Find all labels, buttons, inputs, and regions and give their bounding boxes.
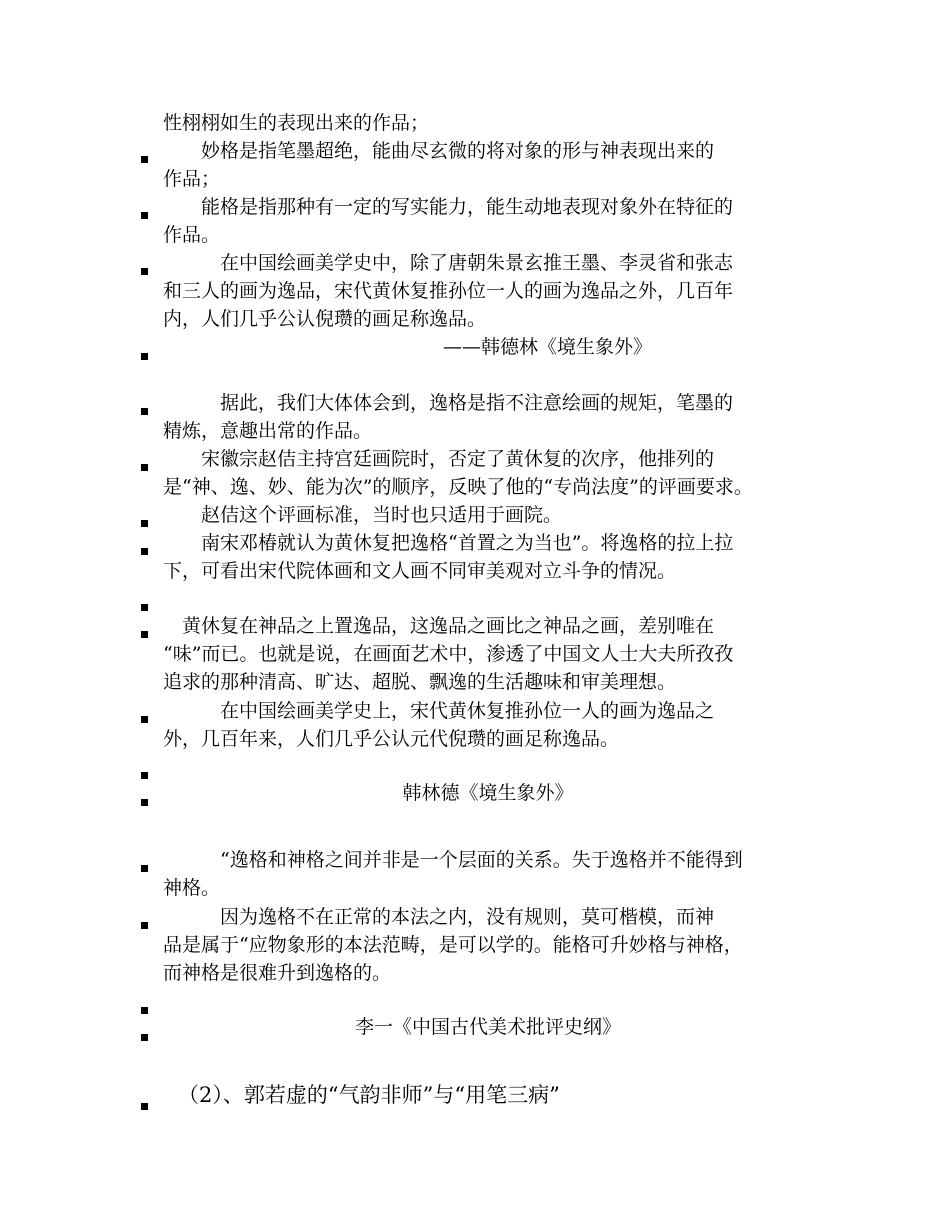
text-line: 妙格是指笔墨超绝，能曲尽玄微的将对象的形与神表现出来的 — [163, 140, 715, 162]
text-line: 和三人的画为逸品，宋代黄休复推孙位一人的画为逸品之外，几百年 — [163, 280, 734, 302]
text-line: 赵佶这个评画标准，当时也只适用于画院。 — [163, 504, 563, 526]
bullet-marker — [141, 212, 148, 219]
text-line: 南宋邓椿就认为黄休复把逸格“首置之为当也”。将逸格的拉上拉 — [163, 532, 734, 554]
paragraph — [163, 389, 813, 445]
paragraph — [163, 249, 813, 333]
bullet-marker — [141, 268, 148, 275]
text-line: 内，人们几乎公认倪瓒的画足称逸品。 — [163, 308, 487, 330]
text-line: “逸格和神格之间并非是一个层面的关系。失于逸格并不能得到 — [163, 849, 743, 871]
text-line: “味”而已。也就是说，在画面艺术中，渗透了中国文人士大夫所孜孜 — [163, 643, 734, 665]
text-line: 宋徽宗赵佶主持宫廷画院时，否定了黄休复的次序，他排列的 — [163, 448, 715, 470]
bullet-marker — [141, 922, 148, 929]
attribution — [163, 1013, 813, 1041]
text-line: 在中国绘画美学史上，宋代黄休复推孙位一人的画为逸品之 — [163, 700, 715, 722]
bullet-marker — [141, 631, 148, 638]
paragraph — [163, 612, 813, 696]
bullet-marker — [141, 548, 148, 555]
paragraph — [163, 903, 813, 987]
text-line: 李一《中国古代美术批评史纲》 — [354, 1016, 621, 1038]
text-line: 据此，我们大体体会到，逸格是指不注意绘画的规矩，笔墨的 — [163, 392, 734, 414]
text-line: ——韩德林《境生象外》 — [443, 336, 653, 358]
text-line: 品是属于“应物象形的本法范畴，是可以学的。能格可升妙格与神格， — [163, 934, 743, 956]
paragraph — [163, 137, 813, 193]
text-line: 性栩栩如生的表现出来的作品； — [163, 112, 430, 134]
text-line: 韩林德《境生象外》 — [402, 782, 574, 804]
text-line: 追求的那种清高、旷达、超脱、飘逸的生活趣味和审美理想。 — [163, 671, 677, 693]
bullet-marker — [141, 156, 148, 163]
text-line: 神格。 — [163, 877, 221, 899]
paragraph — [163, 109, 813, 137]
bullet-marker — [141, 520, 148, 527]
text-line: 外，几百年来，人们几乎公认元代倪瓒的画足称逸品。 — [163, 728, 620, 750]
text-line: 精炼，意趣出常的作品。 — [163, 420, 373, 442]
paragraph — [163, 445, 813, 501]
bullet-marker — [141, 1103, 148, 1110]
paragraph — [163, 501, 813, 529]
section-heading — [178, 1081, 560, 1109]
attribution — [163, 779, 813, 807]
paragraph — [163, 193, 813, 249]
paragraph — [163, 697, 813, 753]
bullet-marker — [141, 408, 148, 415]
bullet-marker — [141, 1007, 148, 1014]
bullet-marker — [141, 464, 148, 471]
paragraph — [163, 846, 813, 902]
text-line: 因为逸格不在正常的本法之内，没有规则，莫可楷模，而神 — [163, 906, 715, 928]
text-line: 是“神、逸、妙、能为次”的顺序，反映了他的“专尚法度”的评画要求。 — [163, 476, 753, 498]
text-line: 在中国绘画美学史中，除了唐朝朱景玄推王墨、李灵省和张志 — [163, 252, 734, 274]
bullet-marker — [141, 772, 148, 779]
text-line: 下，可看出宋代院体画和文人画不同审美观对立斗争的情况。 — [163, 560, 677, 582]
text-line: 黄休复在神品之上置逸品，这逸品之画比之神品之画，差别唯在 — [163, 615, 715, 637]
bullet-marker — [141, 799, 148, 806]
text-line: 作品。 — [163, 224, 221, 246]
text-line: 作品； — [163, 168, 221, 190]
bullet-marker — [141, 1034, 148, 1041]
text-line: 而神格是很难升到逸格的。 — [163, 962, 392, 984]
bullet-marker — [141, 716, 148, 723]
bullet-marker — [141, 604, 148, 611]
text-line: 能格是指那种有一定的写实能力，能生动地表现对象外在特征的 — [163, 196, 734, 218]
paragraph — [163, 529, 813, 585]
bullet-marker — [141, 353, 148, 360]
bullet-marker — [141, 865, 148, 872]
attribution — [443, 333, 652, 361]
text-line: （2）、郭若虚的“气韵非师”与“用笔三病” — [178, 1083, 560, 1107]
